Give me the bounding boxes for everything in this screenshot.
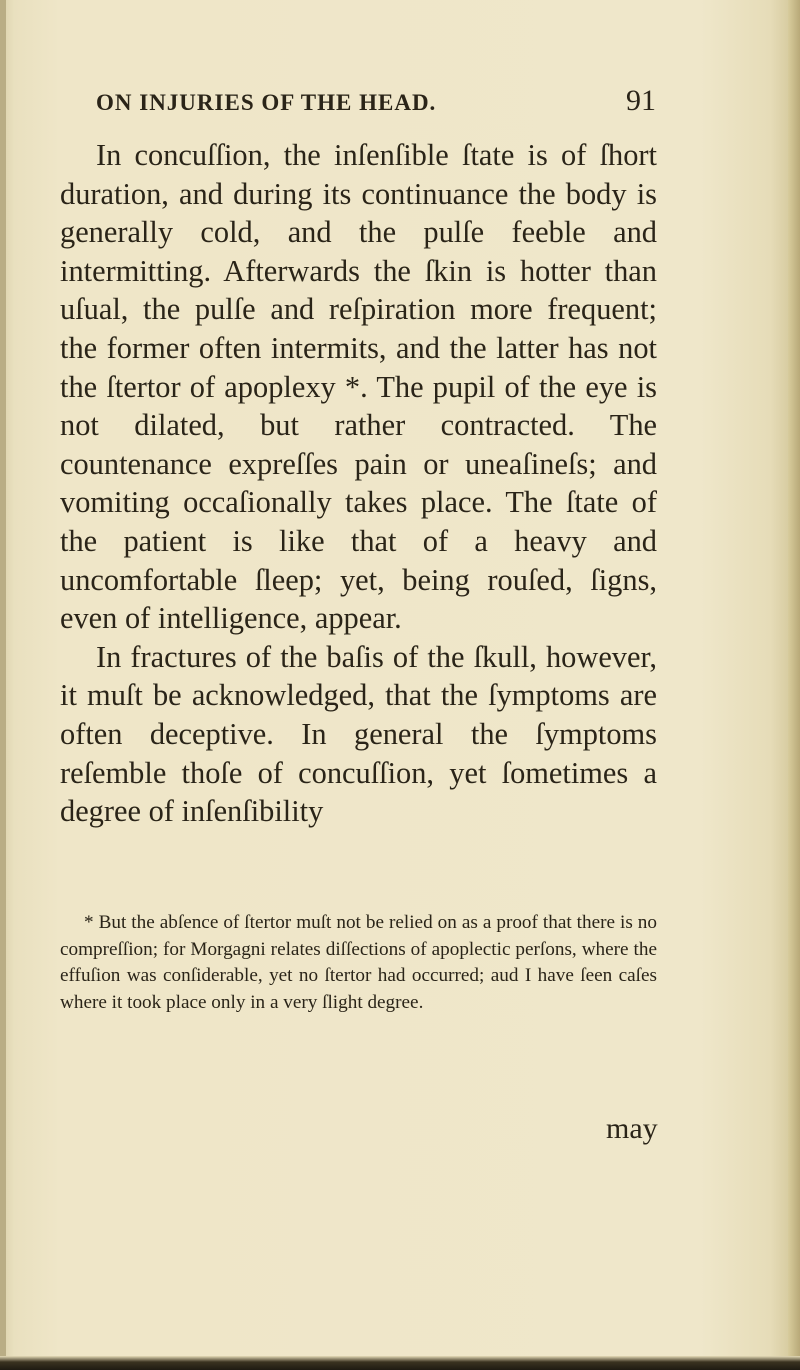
page-header: [96, 84, 656, 124]
footnote: [60, 910, 657, 1017]
page-number: 91: [626, 84, 656, 117]
paragraph-fractures: In fractures of the baſis of the ſkull, however, it muſt be acknowledged, that the ſymptoms are often deceptive. In general the ſymptoms reſemble thoſe of concuſſion, yet ſometimes a degree of inſenſibility: [60, 639, 657, 829]
page-right-edge: [788, 0, 800, 1370]
catchword: may: [606, 1112, 658, 1145]
page-bottom-edge: [0, 1356, 800, 1370]
running-head: ON INJURIES OF THE HEAD.: [96, 90, 437, 115]
body-text: [60, 136, 657, 831]
paragraph-concussion: In concuſſion, the inſenſible ſtate is of ſhort duration, and during its continuance the body is generally cold, and the pulſe feeble and intermitting. Afterwards the ſkin is hotter than uſual, the pulſe and reſpiration more frequent; the former often intermits, and the latter has not the ſtertor of apoplexy *. The pupil of the eye is not dilated, but rather contracted. The countenance expreſſes pain or uneaſineſs; and vomiting occaſionally takes place. The ſtate of the patient is like that of a heavy and uncomfortable ſleep; yet, being rouſed, ſigns, even of intelligence, appear.: [60, 138, 657, 636]
footnote-text: * But the abſence of ſtertor muſt not be relied on as a proof that there is no compreſſion; for Morgagni relates diſſections of apoplectic perſons, where the effuſion was conſiderable, yet no ſtertor had occurred; aud I have ſeen caſes where it took place only in a very ſlight degree.: [60, 912, 657, 1014]
page-left-edge: [0, 0, 6, 1370]
